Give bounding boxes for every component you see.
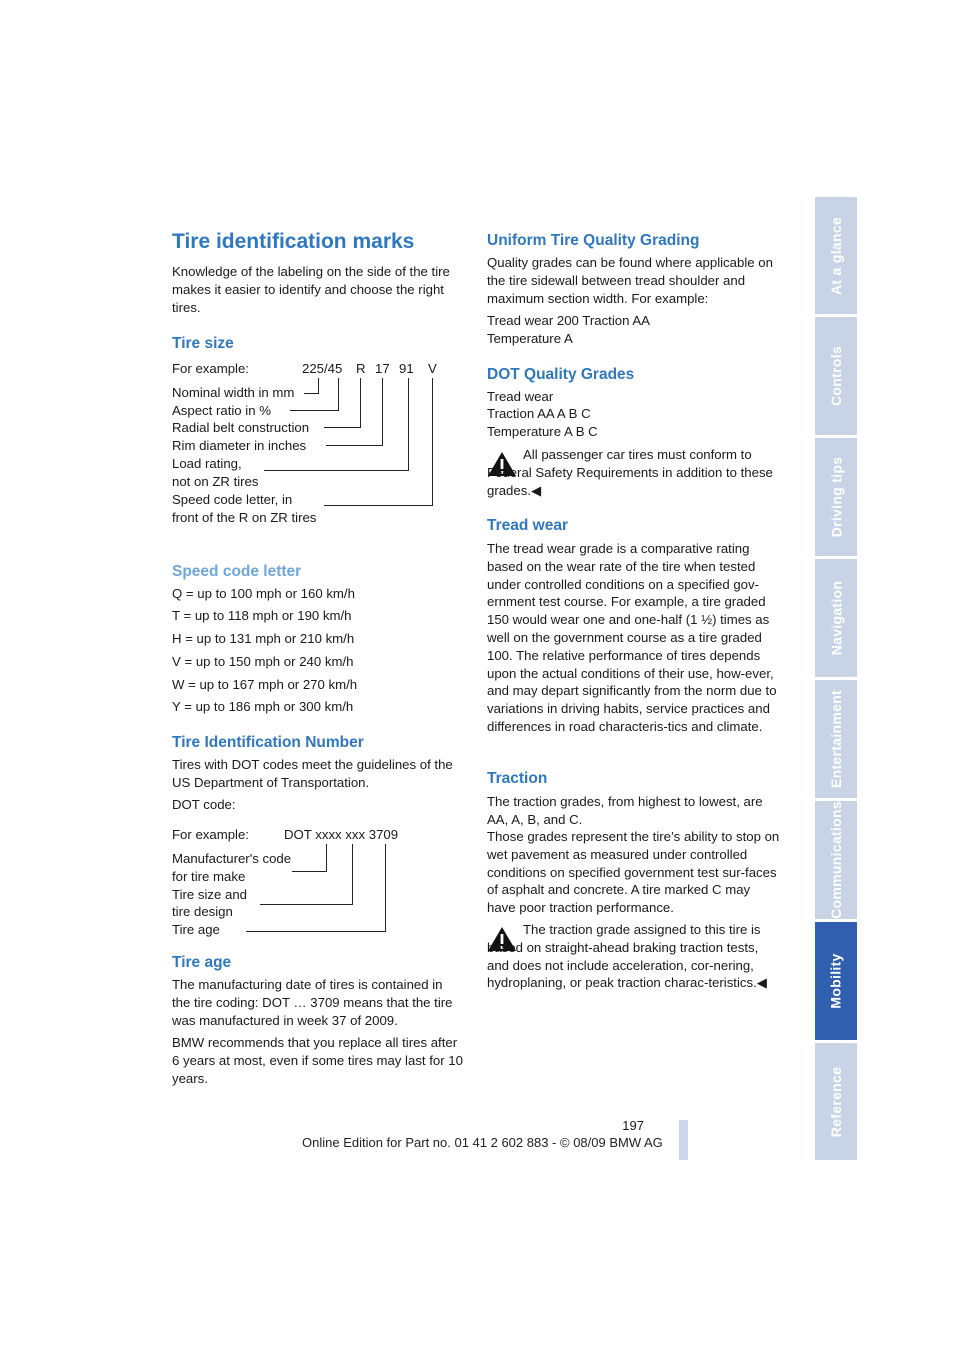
tire-age-recommendation: BMW recommends that you replace all tires after 6 years at most, even if some tires may last for 10 years. — [172, 1035, 463, 1086]
utqg-heading: Uniform Tire Quality Grading — [487, 232, 700, 249]
tab-entertainment[interactable]: Entertainment — [815, 680, 857, 798]
connector-line — [324, 427, 361, 428]
warning-text: The traction grade assigned to this tire is based on straight-ahead braking traction tests, and does not include acceleration, cor-nering, hydroplaning, or peak traction charac-teristics.◀ — [487, 922, 767, 991]
connector-line — [246, 931, 386, 932]
connector-line — [318, 378, 319, 394]
section-sidebar — [815, 197, 857, 1160]
tab-driving-tips[interactable]: Driving tips — [815, 438, 857, 556]
tire-code-load: 91 — [399, 361, 414, 376]
connector-line — [260, 904, 353, 905]
intro-text: Knowledge of the labeling on the side of the tire makes it easier to identify and choose the right tires. — [172, 264, 450, 315]
connector-line — [292, 871, 327, 872]
tin-heading: Tire Identification Number — [172, 734, 364, 751]
label-tire-age: Tire age — [172, 922, 220, 937]
tab-controls[interactable]: Controls — [815, 317, 857, 435]
label-aspect-ratio: Aspect ratio in % — [172, 403, 271, 418]
page-number: 197 — [622, 1118, 644, 1133]
label-tire-size-design: Tire size and — [172, 887, 248, 902]
dot-example-label: For example: — [172, 827, 249, 842]
dot-code-diagram — [172, 826, 464, 942]
tab-at-a-glance[interactable]: At a glance — [815, 197, 857, 314]
utqg-example: Tread wear 200 Traction AA — [487, 313, 650, 328]
speed-code-line: W = up to 167 mph or 270 km/h — [172, 677, 358, 692]
dot-example-code: DOT xxxx xxx 3709 — [284, 827, 399, 842]
tire-size-example-label: For example: — [172, 361, 249, 376]
tread-wear-heading: Tread wear — [487, 517, 568, 534]
traction-text-2: Those grades represent the tire’s ability to stop on wet pavement as measured under controlled conditions on specified government test sur-faces of asphalt and concrete. A tire marked C may have poor traction performance. — [487, 829, 780, 916]
connector-line — [385, 844, 386, 931]
tire-size-heading: Tire size — [172, 335, 234, 352]
label-manufacturer-code-2: for tire make — [172, 869, 246, 884]
tire-code-width: 225/45 — [302, 361, 343, 376]
connector-line — [382, 378, 383, 445]
connector-line — [304, 393, 319, 394]
connector-line — [324, 505, 433, 506]
page-title: Tire identification marks — [172, 230, 415, 253]
footer-text: Online Edition for Part no. 01 41 2 602 883 - © 08/09 BMW AG — [302, 1135, 663, 1150]
label-radial-belt: Radial belt construction — [172, 420, 310, 435]
connector-line — [290, 410, 339, 411]
label-nominal-width: Nominal width in mm — [172, 385, 295, 400]
dot-grade-line: Traction AA A B C — [487, 406, 591, 421]
label-speed-code-2: front of the R on ZR tires — [172, 510, 317, 525]
connector-line — [326, 445, 383, 446]
tire-age-text: The manufacturing date of tires is contained in the tire coding: DOT … 3709 means that the tire was manufactured in week 37 of 2009. — [172, 977, 453, 1028]
connector-line — [338, 378, 339, 410]
speed-code-line: Y = up to 186 mph or 300 km/h — [172, 699, 354, 714]
warning-text: All passenger car tires must conform to Federal Safety Requirements in addition to these grades.◀ — [487, 447, 773, 498]
label-speed-code: Speed code letter, in — [172, 492, 293, 507]
connector-line — [408, 378, 409, 470]
connector-line — [432, 378, 433, 505]
utqg-example: Temperature A — [487, 331, 573, 346]
tire-size-diagram — [172, 360, 464, 530]
connector-line — [352, 844, 353, 904]
warning-note — [487, 921, 781, 1013]
label-rim-diameter: Rim diameter in inches — [172, 438, 307, 453]
tire-code-rim: 17 — [375, 361, 390, 376]
tab-mobility[interactable]: Mobility — [815, 922, 857, 1040]
connector-line — [360, 378, 361, 428]
tin-text: Tires with DOT codes meet the guidelines of the US Department of Transportation. — [172, 757, 453, 790]
dot-grade-line: Tread wear — [487, 389, 554, 404]
traction-heading: Traction — [487, 770, 548, 787]
speed-code-line: Q = up to 100 mph or 160 km/h — [172, 586, 355, 601]
label-manufacturer-code: Manufacturer's code — [172, 851, 292, 866]
tab-reference[interactable]: Reference — [815, 1043, 857, 1160]
connector-line — [326, 844, 327, 871]
tire-code-speed: V — [428, 361, 437, 376]
label-load-rating: Load rating, — [172, 456, 242, 471]
warning-note — [487, 446, 781, 502]
dot-grade-line: Temperature A B C — [487, 424, 598, 439]
tab-communications[interactable]: Communications — [815, 801, 857, 919]
traction-text: The traction grades, from highest to lowest, are AA, A, B, and C. — [487, 794, 763, 827]
speed-code-line: V = up to 150 mph or 240 km/h — [172, 654, 354, 669]
tab-navigation[interactable]: Navigation — [815, 559, 857, 677]
tire-age-heading: Tire age — [172, 954, 232, 971]
speed-code-line: H = up to 131 mph or 210 km/h — [172, 631, 355, 646]
label-tire-size-design-2: tire design — [172, 904, 233, 919]
speed-code-heading: Speed code letter — [172, 563, 302, 580]
tire-code-radial: R — [356, 361, 366, 376]
tread-wear-text: The tread wear grade is a comparative rating based on the wear rate of the tire when tested under controlled conditions on a specified gov-ernment test course. For example, a tire graded 150 would wear one and one-half (1 ½) times as well on the government course as a tire graded 100. The relative performance of tires depends upon the actual conditions of their use, how-ever, and may depart significantly from the norm due to variations in driving habits, service practices and differences in road characteris-tics and climate. — [487, 541, 777, 734]
utqg-text: Quality grades can be found where applicable on the tire sidewall between tread shoulder and maximum section width. For example: — [487, 255, 773, 306]
dot-code-label: DOT code: — [172, 797, 236, 812]
label-load-rating-2: not on ZR tires — [172, 474, 259, 489]
speed-code-line: T = up to 118 mph or 190 km/h — [172, 608, 352, 623]
dot-grades-heading: DOT Quality Grades — [487, 366, 635, 383]
connector-line — [264, 470, 409, 471]
